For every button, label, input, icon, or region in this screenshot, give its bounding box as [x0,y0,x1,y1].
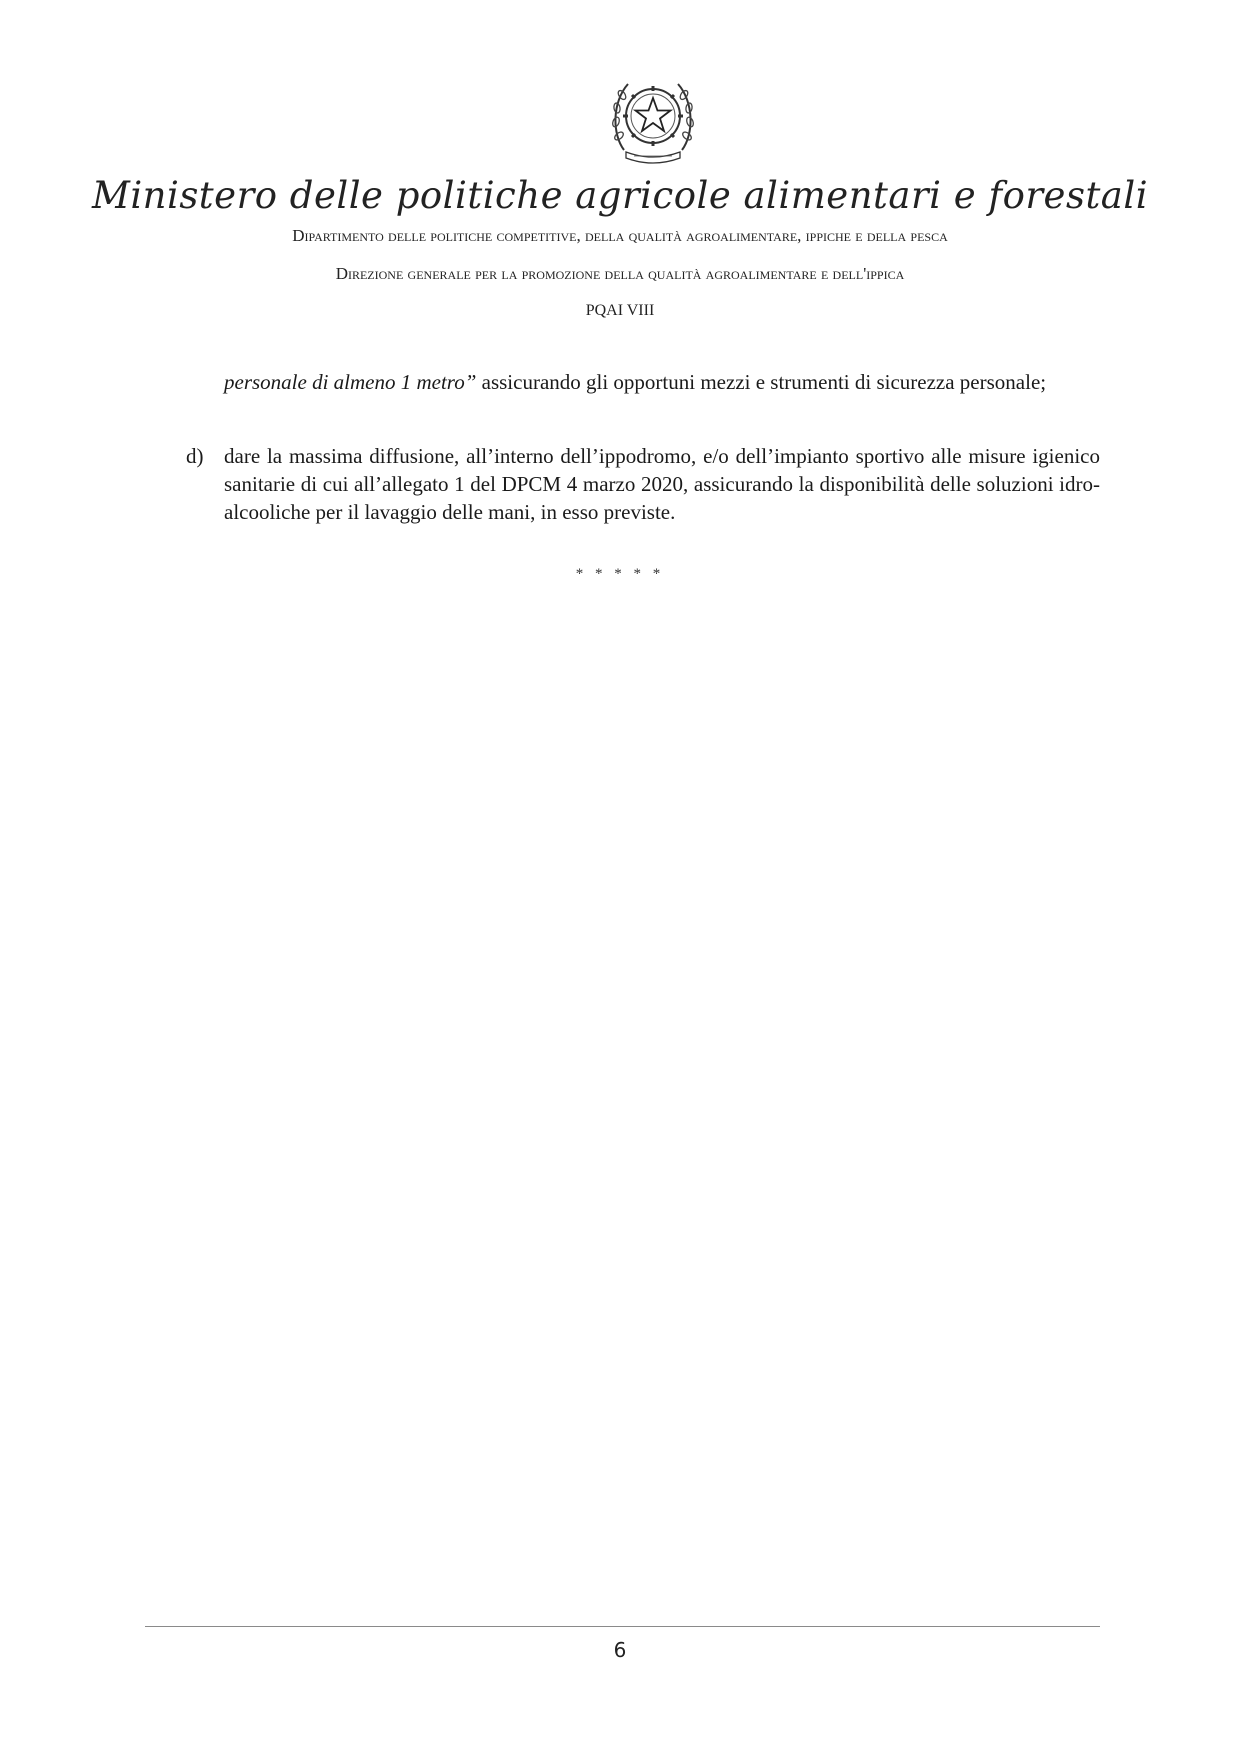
footer-divider [145,1626,1100,1627]
directorate-name: Direzione generale per la promozione della qualità agroalimentare e dell'ippica [335,264,905,283]
office-code: PQAI VIII [585,302,655,319]
italic-quote: personale di almeno 1 metro” [224,370,477,394]
department-name: Dipartimento delle politiche competitive, della qualità agroalimentare, ippiche e della pesca [292,226,948,245]
list-item-d-text: dare la massima diffusione, all’interno dell’ippodromo, e/o dell’impianto sportivo alle misure igienico sanitarie di cui all’allegato 1 del DPCM 4 marzo 2020, assicurando la disponibilità delle soluzioni idro-alcooliche per il lavaggio delle mani, in esso previste. [224,444,1100,524]
paragraph-rest: assicurando gli opportuni mezzi e strumenti di sicurezza personale; [476,370,1047,394]
continued-paragraph [224,368,1100,396]
section-separator: * * * * * [575,566,665,582]
page-number: 6 [613,1638,627,1662]
italian-republic-emblem-icon [610,72,696,164]
list-marker-d: d) [186,444,204,468]
ministry-name: Ministero delle politiche agricole alimentari e forestali [91,174,1149,217]
